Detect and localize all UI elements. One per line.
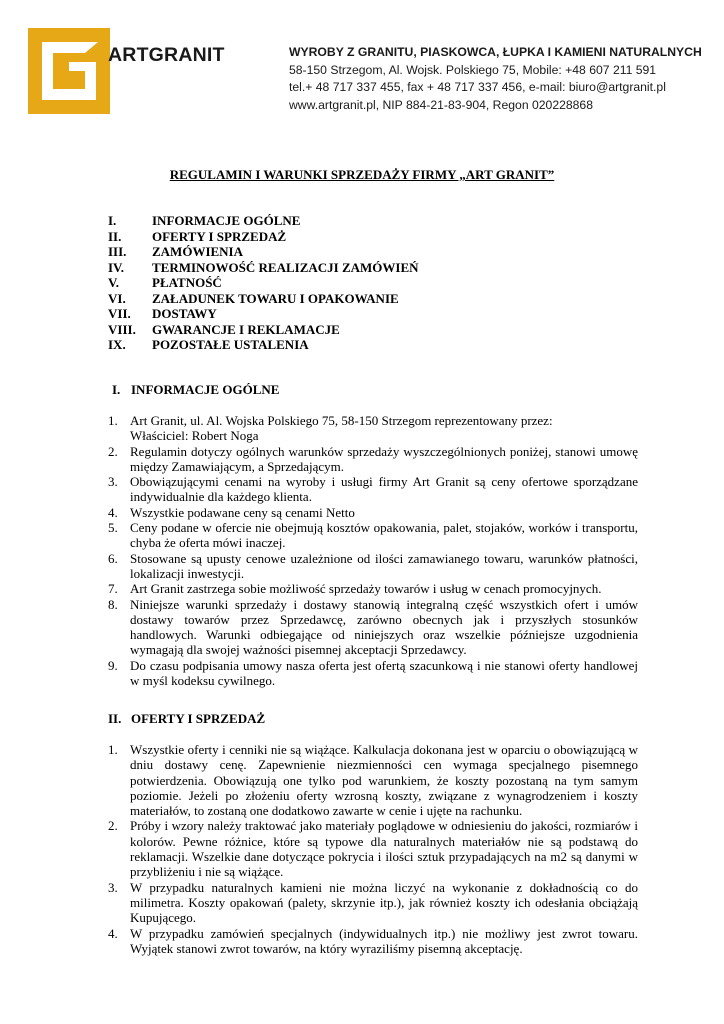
toc-item [108,337,419,353]
toc-item [108,306,419,322]
item-text: Art Granit zastrzega sobie możliwość sprzedaży towarów i usług w cenach promocyjnych. [130,581,602,597]
toc-label: ZAMÓWIENIA [152,244,244,259]
toc-label: GWARANCJE I REKLAMACJE [152,321,340,337]
section-heading [112,382,279,398]
item-number: 1. [108,742,118,757]
company-info [289,44,702,114]
section-title: INFORMACJE OGÓLNE [131,382,280,397]
company-line: 58-150 Strzegom, Al. Wojsk. Polskiego 75, Mobile: +48 607 211 591 [289,62,657,77]
list-item [108,551,638,582]
item-text-line: Art Granit, ul. Al. Wojska Polskiego 75, 58-150 Strzegom reprezentowany przez: [130,413,553,428]
toc-item [108,229,419,245]
item-text: Wszystkie oferty i cenniki nie są wiążące. Kalkulacja dokonana jest w oparciu o obowiązującą w dniu dostawy cenę. Zapewnienie niezmienności cen wymaga specjalnego pisemnego potwierdzenia. Obowiązują one tylko pod warunkiem, że koszty pozostaną na tym samym poziomie. Jeżeli po złożeniu oferty wzrosną koszty, związane z wynagrodzeniem i koszty materiałów, to zostaną one dodatkowo zawarte w cenie i ujęte na rachunku. [130,742,638,819]
toc-label: ZAŁADUNEK TOWARU I OPAKOWANIE [152,290,399,306]
toc-number: VI. [108,290,126,306]
item-text: Ceny podane w ofercie nie obejmują kosztów opakowania, palet, stojaków, worków i transportu, chyba że oferta mówi inaczej. [130,520,638,551]
item-number: 1. [108,413,118,428]
toc-number: IV. [108,259,125,275]
toc-label: POZOSTAŁE USTALENIA [152,337,309,352]
section-heading [108,711,265,727]
artgranit-logo [28,28,110,114]
item-text: W przypadku naturalnych kamieni nie można liczyć na wykonanie z dokładnością co do milimetra. Koszty opakowań (palety, skrzynie itp.), jak również koszty ich odesłania obciążają Kupującego. [130,879,638,926]
toc-item [108,213,419,229]
document-title: REGULAMIN I WARUNKI SPRZEDAŻY FIRMY „ART GRANIT” [169,167,555,182]
item-number: 4. [108,504,118,520]
item-number: 7. [108,581,118,597]
item-number: 3. [108,879,118,895]
item-number: 3. [108,474,118,490]
toc-item [108,244,419,260]
list-item [108,581,638,596]
section-title: OFERTY I SPRZEDAŻ [131,711,266,726]
toc-label: DOSTAWY [152,306,217,321]
item-text: Obowiązującymi cenami na wyroby i usługi firmy Art Granit są ceny ofertowe sporządzane indywidualnie dla każdego klienta. [130,474,638,505]
list-item [108,505,638,520]
list-item [108,413,638,444]
item-text: Wszystkie podawane ceny są cenami Netto [130,504,355,520]
item-text: Stosowane są upusty cenowe uzależnione od ilości zamawianego towaru, warunków płatności, lokalizacji inwestycji. [130,550,638,581]
list-item [108,926,638,957]
item-number: 6. [108,550,118,566]
company-line: www.artgranit.pl, NIP 884-21-83-904, Regon 020228868 [289,97,593,112]
item-number: 8. [108,596,118,612]
item-text [130,413,638,444]
list-item [108,658,638,689]
toc-number: IX. [108,337,126,352]
item-number: 5. [108,520,118,536]
item-number: 2. [108,443,118,459]
list-item [108,818,638,879]
item-number: 4. [108,925,118,941]
toc-item [108,260,419,276]
section-number: II. [108,711,122,726]
toc-number: VIII. [108,321,136,337]
company-line: tel.+ 48 717 337 455, fax + 48 717 337 456, e-mail: biuro@artgranit.pl [289,80,666,94]
list-item [108,444,638,475]
toc-label: OFERTY I SPRZEDAŻ [152,228,287,244]
company-line: WYROBY Z GRANITU, PIASKOWCA, ŁUPKA I KAMIENI NATURALNYCH [289,45,702,59]
toc-item [108,322,419,338]
list-item [108,742,638,818]
toc-number: V. [108,275,119,290]
section1-list [108,413,638,688]
list-item [108,597,638,658]
toc-label: TERMINOWOŚĆ REALIZACJI ZAMÓWIEŃ [152,259,419,275]
item-text: Niniejsze warunki sprzedaży i dostawy stanowią integralną część wszystkich ofert i umów dostawy towarów przez Sprzedawcę, zarówno obecnych jak i przyszłych stosunków handlowych. Warunki odbiegające od niniejszych oraz wszelkie późniejsze uzgodnienia wymagają dla swojej ważności pisemnej akceptacji Sprzedawcy. [130,596,638,658]
item-text: Próby i wzory należy traktować jako materiały poglądowe w odniesieniu do jakości, rozmiarów i kolorów. Pewne różnice, które są typowe dla naturalnych materiałów nie są podstawą do reklamacji. Wszelkie dane dotyczące pokrycia i ilości sztuk przypadających na m2 są danymi w przybliżeniu i nie są wiążące. [130,818,638,880]
item-subline: Właściciel: Robert Noga [130,428,259,444]
table-of-contents [108,213,419,353]
section-number: I. [112,382,121,397]
list-item [108,474,638,505]
item-text: Do czasu podpisania umowy nasza oferta jest ofertą szacunkową i nie stanowi oferty handlowej w myśl kodeksu cywilnego. [130,657,638,689]
toc-number: III. [108,244,127,259]
toc-label: INFORMACJE OGÓLNE [152,213,301,228]
item-number: 2. [108,818,118,834]
list-item [108,880,638,926]
toc-item [108,291,419,307]
toc-number: VII. [108,306,131,321]
item-text: Regulamin dotyczy ogólnych warunków sprzedaży wyszczególnionych poniżej, stanowi umowę między Zamawiającym, a Sprzedającym. [130,443,638,474]
item-number: 9. [108,657,118,673]
list-item [108,520,638,551]
toc-number: I. [108,213,117,228]
section2-list [108,742,638,956]
toc-item [108,275,419,291]
brand-name: ARTGRANIT [108,44,225,66]
item-text: W przypadku zamówień specjalnych (indywidualnych itp.) nie możliwy jest zwrot towaru. Wyjątek stanowi zwrot towarów, na który wyraziliśmy pisemną akceptację. [130,925,638,956]
toc-label: PŁATNOŚĆ [152,275,222,290]
toc-number: II. [108,228,122,244]
